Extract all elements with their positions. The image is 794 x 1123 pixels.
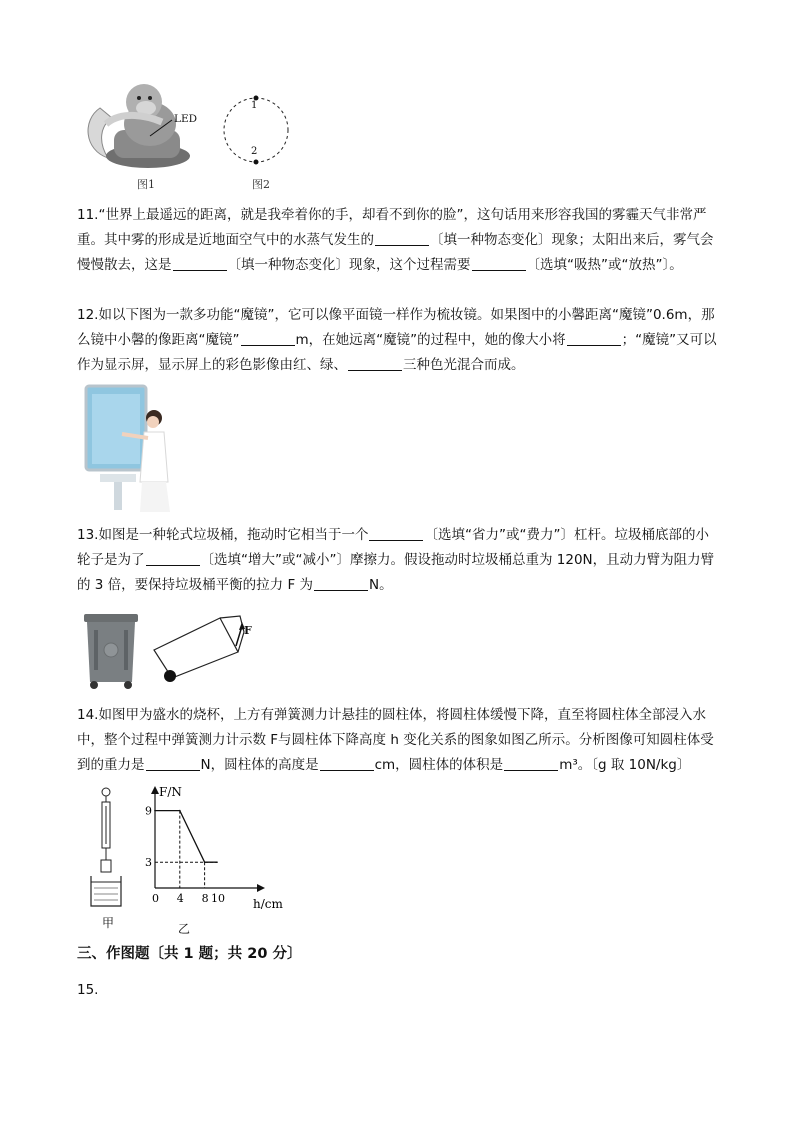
question-14 [77, 703, 720, 778]
q14-text-1: 如图甲为盛水的烧杯，上方有弹簧测力计悬挂的圆柱体，将圆柱体缓慢下降，直至将圆柱体全部浸入水中，整个过程中弹簧测力计示数 F与圆柱体下降高度 h 变化关系的图象如图乙所示。分析图像可知圆柱体受到的重力是 [77, 707, 714, 773]
x-axis-arrow-icon [257, 884, 265, 892]
q14-blank-2[interactable] [320, 756, 374, 771]
question-13 [77, 523, 720, 598]
q14-text-3: cm，圆柱体的体积是 [374, 757, 504, 773]
q11-text-1: “世界上最遥远的距离，就是我牵着你的手，却看不到你的脸”，这句话用来形容我国的雾霾天气非常严重。其中雾的形成是近地面空气中的水蒸气发生的 [77, 207, 707, 248]
force-label: F [244, 624, 252, 637]
x-tick-label: 8 [201, 892, 209, 905]
trash-bin-photo [82, 612, 140, 690]
tilted-bin-diagram [150, 612, 256, 686]
q13-number: 13. [77, 527, 99, 543]
x-tick-label: 4 [176, 892, 184, 905]
question-12 [77, 303, 720, 378]
data-point [154, 810, 156, 812]
q12-blank-2[interactable] [567, 331, 621, 346]
q11-text-3: 〔填一种物态变化〕现象，这个过程需要 [227, 257, 471, 273]
q12-blank-1[interactable] [241, 331, 295, 346]
data-point [216, 861, 218, 863]
figure-2 [218, 92, 294, 168]
q14-text-2: N，圆柱体的高度是 [200, 757, 319, 773]
figure-yi [135, 780, 295, 915]
q12-number: 12. [77, 307, 99, 323]
figure-1-caption: 图1 [137, 178, 155, 191]
q13-text-2: 〔选填“省力”或“费力”〕杠杆。垃圾桶底部的小轮子是为了 [77, 527, 709, 568]
led-label: LED [174, 113, 198, 125]
figure-jia [88, 784, 128, 912]
q14-blank-1[interactable] [146, 756, 200, 771]
magic-mirror-photo [82, 382, 172, 512]
y-axis-label: F/N [159, 785, 182, 799]
q13-blank-2[interactable] [146, 551, 200, 566]
point-1-label: 1 [251, 100, 258, 111]
q12-blank-3[interactable] [348, 356, 402, 371]
q11-text-4: 〔选填“吸热”或“放热”〕。 [526, 257, 683, 273]
question-11 [77, 203, 720, 278]
series-line [155, 811, 217, 863]
data-point [179, 810, 181, 812]
data-point [204, 861, 206, 863]
figure-jia-label: 甲 [102, 916, 115, 930]
lever-diagram [150, 612, 256, 686]
mirror-woman-illustration [82, 382, 172, 512]
point-2-label: 2 [251, 146, 258, 157]
y-axis-arrow-icon [151, 786, 159, 794]
q11-text-2: 〔填一种物态变化〕现象；太阳出来后，雾气会慢慢散去，这是 [77, 232, 714, 273]
figure-1 [78, 80, 208, 172]
figure-2-caption: 图2 [252, 178, 270, 191]
q11-number: 11. [77, 207, 99, 223]
q13-blank-3[interactable] [314, 576, 368, 591]
wheeled-trash-bin-icon [82, 612, 140, 690]
point-2-dot [254, 160, 259, 165]
y-tick-label: 3 [145, 856, 152, 870]
q13-text-3: 〔选填“增大”或“减小”〕摩擦力。假设拖动时垃圾桶总重为 120N，且动力臂为阻力臂的 3 倍，要保持垃圾桶平衡的拉力 F 为 [77, 552, 715, 593]
q11-blank-1[interactable] [375, 231, 429, 246]
force-height-graph [135, 780, 295, 910]
section-3-heading: 三、作图题〔共 1 题；共 20 分〕 [77, 946, 302, 962]
x-tick-label: 10 [211, 892, 225, 905]
monkey-led-illustration [78, 80, 208, 172]
x-tick-label: 0 [152, 892, 159, 905]
q14-number: 14. [77, 707, 99, 723]
q11-blank-2[interactable] [173, 256, 227, 271]
q11-blank-3[interactable] [472, 256, 526, 271]
spring-scale-beaker-icon [88, 784, 128, 912]
q13-blank-1[interactable] [369, 526, 423, 541]
q12-text-3: ；“魔镜”又可以作为显示屏，显示屏上的彩色影像由红、绿、 [77, 332, 717, 373]
q14-text-4: m³。〔g 取 10N/kg〕 [559, 757, 691, 773]
question-15-number: 15. [77, 982, 99, 998]
y-tick-label: 9 [145, 804, 152, 818]
q12-text-1: 如以下图为一款多功能“魔镜”，它可以像平面镜一样作为梳妆镜。如果图中的小馨距离“魔镜”0.6m，那么镜中小馨的像距离“魔镜” [77, 307, 715, 348]
x-axis-label: h/cm [253, 897, 283, 910]
q13-text-4: N。 [369, 577, 393, 593]
wheel-icon [164, 670, 176, 682]
q14-blank-3[interactable] [504, 756, 558, 771]
q12-text-2: m，在她远离“魔镜”的过程中，她的像大小将 [295, 332, 566, 348]
figure-yi-label: 乙 [178, 922, 191, 936]
q13-text-1: 如图是一种轮式垃圾桶，拖动时它相当于一个 [98, 527, 369, 543]
q12-text-4: 三种色光混合而成。 [403, 357, 525, 373]
